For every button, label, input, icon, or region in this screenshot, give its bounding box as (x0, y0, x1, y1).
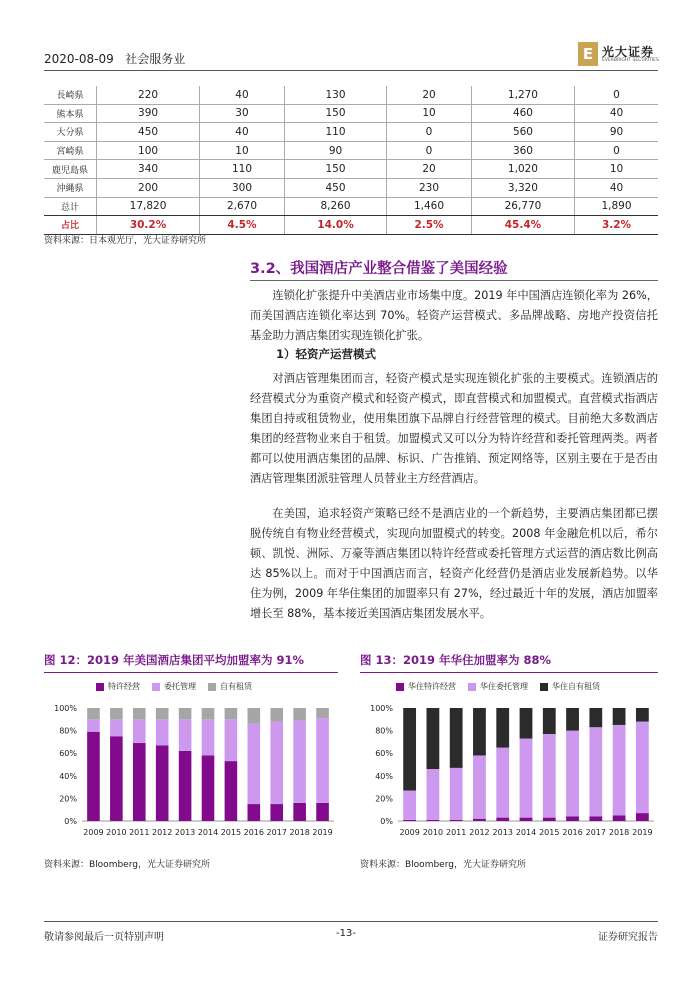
row-label: 大分県 (44, 123, 97, 142)
table-cell: 90 (284, 141, 386, 160)
row-label: 占比 (44, 216, 97, 235)
bar-segment (110, 708, 123, 719)
row-label: 宮崎県 (44, 141, 97, 160)
header-divider (44, 70, 658, 71)
bar-segment (179, 719, 192, 751)
figure-12-legend (96, 681, 264, 692)
legend-item (468, 682, 528, 691)
table-cell: 1,890 (575, 197, 659, 216)
bar-segment (293, 720, 306, 802)
bar-segment (543, 708, 556, 734)
x-tick-label: 2012 (152, 828, 173, 837)
y-tick-label: 80% (59, 726, 77, 736)
table-cell: 10 (387, 104, 472, 123)
bar-segment (520, 739, 533, 818)
table-cell: 20 (387, 160, 472, 179)
table-cell: 17,820 (97, 197, 200, 216)
legend-swatch (396, 683, 404, 691)
bar-segment (87, 732, 100, 821)
bar-segment (293, 708, 306, 720)
bar-segment (225, 719, 238, 761)
figure-12-source: 资料来源：Bloomberg，光大证券研究所 (44, 860, 210, 870)
y-tick-label: 0% (64, 817, 77, 826)
bar-segment (316, 803, 329, 821)
y-tick-label: 60% (59, 749, 77, 759)
table-cell: 40 (575, 178, 659, 197)
table-cell: 45.4% (471, 216, 574, 235)
table-cell: 30 (200, 104, 285, 123)
legend-label: 华住自有租赁 (552, 682, 600, 691)
industry-name: 社会服务业 (125, 52, 186, 66)
table-cell: 1,270 (471, 86, 574, 104)
table-cell: 450 (284, 178, 386, 197)
table-cell: 3.2% (575, 216, 659, 235)
legend-label: 华住委托管理 (480, 682, 528, 691)
x-tick-label: 2010 (422, 828, 444, 837)
x-tick-label: 2013 (174, 828, 196, 837)
bar-segment (270, 804, 283, 821)
table-cell: 90 (575, 123, 659, 142)
bar-segment (225, 761, 238, 821)
legend-item (540, 682, 600, 691)
table-cell: 0 (387, 123, 472, 142)
table-cell: 130 (284, 86, 386, 104)
prefecture-table (44, 86, 658, 235)
bar-segment (473, 708, 486, 755)
bar-segment (248, 804, 261, 821)
table-cell: 30.2% (97, 216, 200, 235)
bar-segment (543, 734, 556, 818)
y-tick-label: 20% (375, 794, 393, 804)
x-tick-label: 2014 (197, 828, 219, 837)
table-cell: 300 (200, 178, 285, 197)
x-tick-label: 2015 (539, 828, 560, 837)
y-tick-label: 40% (59, 771, 77, 781)
table-cell: 150 (284, 160, 386, 179)
bar-segment (636, 708, 649, 722)
subsection-heading: 1）轻资产运营模式 (276, 347, 377, 361)
figure-13-title: 图 13：2019 年华住加盟率为 88% (360, 653, 552, 667)
bar-segment (450, 708, 463, 768)
bar-segment (403, 708, 416, 790)
figure-13-rule (360, 672, 658, 673)
bar-segment (87, 719, 100, 731)
x-tick-label: 2016 (562, 828, 583, 837)
report-date: 2020-08-09 (44, 52, 114, 66)
table-cell: 110 (200, 160, 285, 179)
bar-segment (636, 813, 649, 821)
x-tick-label: 2017 (585, 828, 606, 837)
bar-segment (179, 708, 192, 719)
bar-segment (110, 736, 123, 821)
bar-segment (450, 820, 463, 821)
paragraph-2: 对酒店管理集团而言，轻资产模式是实现连锁化扩张的主要模式。连锁酒店的经营模式分为重资产模式和轻资产模式，即直营模式和加盟模式。直营模式指酒店集团自持或租赁物业，使用集团旗下品牌自行经营管理的模式。目前绝大多数酒店集团的经营物业来自于租赁。加盟模式又可以分为特许经营和委托管理两类。两者都可以使用酒店集团的品牌、标识、广告推销、预定网络等，区别主要在于是否由酒店管理集团派驻管理人员替业主方经营酒店。 (250, 372, 658, 485)
bar-segment (202, 719, 215, 755)
legend-item (96, 682, 140, 691)
x-tick-label: 2016 (243, 828, 264, 837)
legend-swatch (208, 683, 216, 691)
paragraph-3: 在美国，追求轻资产策略已经不是酒店业的一个新趋势，主要酒店集团都已摆脱传统自有物业经营模式，实现向加盟模式的转变。2008 年金融危机以后，希尔顿、凯悦、洲际、万豪等酒店集团以特许经营或委托管理方式运营的酒店数比例高达 85%以上。而对于中国酒店而言，轻资产化经营仍是酒店业发展新趋势。以华住为例，2009 年华住集团的加盟率只有 27%，经过最近十年的发展，酒店加盟率增长至 88%，基本接近美国酒店集团发展水平。 (250, 507, 658, 620)
table-cell: 40 (575, 104, 659, 123)
x-tick-label: 2009 (399, 828, 420, 837)
bar-segment (293, 803, 306, 821)
bar-segment (133, 743, 146, 821)
bar-segment (316, 718, 329, 803)
bar-segment (133, 719, 146, 743)
legend-item (152, 682, 196, 691)
bar-segment (133, 708, 146, 719)
x-tick-label: 2015 (220, 828, 242, 837)
table-cell: 40 (200, 123, 285, 142)
y-tick-label: 100% (370, 704, 393, 713)
legend-label: 华住特许经营 (408, 682, 456, 691)
table-source: 资料来源：日本观光厅，光大证券研究所 (44, 236, 207, 246)
bar-segment (110, 719, 123, 736)
table-row (44, 86, 658, 104)
footer-doc-type: 证券研究报告 (598, 932, 658, 943)
table-cell: 150 (284, 104, 386, 123)
footer-divider (44, 921, 658, 922)
bar-segment (589, 708, 602, 727)
table-cell: 390 (97, 104, 200, 123)
y-tick-label: 100% (54, 704, 77, 713)
row-label: 長崎県 (44, 86, 97, 104)
logo-mark: E (578, 42, 598, 66)
bar-segment (566, 708, 579, 731)
row-label: 沖縄県 (44, 178, 97, 197)
bar-segment (248, 724, 261, 804)
table-cell: 200 (97, 178, 200, 197)
page-number: -13- (336, 928, 356, 939)
table-cell: 2.5% (387, 216, 472, 235)
bar-segment (473, 819, 486, 821)
bar-segment (613, 725, 626, 815)
everbright-logo (578, 42, 660, 66)
table-cell: 0 (575, 86, 659, 104)
x-tick-label: 2013 (492, 828, 513, 837)
figure-13-chart (360, 700, 658, 845)
y-tick-label: 40% (375, 771, 393, 781)
legend-item (396, 682, 456, 691)
table-row (44, 160, 658, 179)
table-row (44, 104, 658, 123)
bar-segment (270, 722, 283, 804)
bar-segment (202, 755, 215, 821)
row-label: 鹿児島県 (44, 160, 97, 179)
x-tick-label: 2012 (469, 828, 490, 837)
bar-segment (520, 708, 533, 739)
x-tick-label: 2011 (129, 828, 150, 837)
report-date-and-industry (44, 50, 185, 67)
bar-segment (496, 708, 509, 748)
bar-segment (270, 708, 283, 722)
table-row (44, 178, 658, 197)
bar-segment (566, 731, 579, 817)
table-cell: 0 (387, 141, 472, 160)
bar-segment (566, 816, 579, 821)
footer-disclaimer: 敬请参阅最后一页特别声明 (44, 932, 164, 943)
row-label: 熊本県 (44, 104, 97, 123)
legend-swatch (468, 683, 476, 691)
legend-label: 委托管理 (164, 682, 196, 691)
table-cell: 450 (97, 123, 200, 142)
table-cell: 560 (471, 123, 574, 142)
paragraph-1: 连锁化扩张提升中美酒店业市场集中度。2019 年中国酒店连锁化率为 26%，而美国酒店连锁化率达到 70%。轻资产运营模式、多品牌战略、房地产投资信托基金助力酒店集团实现连锁化扩张。 (250, 289, 658, 342)
bar-segment (202, 708, 215, 719)
x-tick-label: 2011 (446, 828, 467, 837)
x-tick-label: 2018 (608, 828, 630, 837)
bar-segment (403, 790, 416, 819)
bar-segment (496, 818, 509, 821)
table-cell: 0 (575, 141, 659, 160)
bar-segment (589, 816, 602, 821)
bar-segment (589, 727, 602, 816)
table-cell: 360 (471, 141, 574, 160)
bar-segment (636, 722, 649, 814)
bar-segment (473, 755, 486, 818)
table-row (44, 123, 658, 142)
table-cell: 40 (200, 86, 285, 104)
table-cell: 10 (575, 160, 659, 179)
table-cell: 10 (200, 141, 285, 160)
logo-en-text: EVERBRIGHT SECURITIES (602, 58, 659, 63)
table-cell: 8,260 (284, 197, 386, 216)
table-row (44, 141, 658, 160)
bar-segment (156, 719, 169, 745)
legend-item (208, 682, 252, 691)
figure-12-title: 图 12：2019 年美国酒店集团平均加盟率为 91% (44, 653, 305, 667)
y-tick-label: 60% (375, 749, 393, 759)
legend-label: 特许经营 (108, 682, 140, 691)
bar-segment (156, 745, 169, 821)
bar-segment (156, 708, 169, 719)
table-cell: 3,320 (471, 178, 574, 197)
figure-13-legend (396, 681, 612, 692)
table-cell: 1,460 (387, 197, 472, 216)
bar-segment (613, 815, 626, 821)
x-tick-label: 2019 (312, 828, 333, 837)
table-cell: 2,670 (200, 197, 285, 216)
bar-segment (427, 708, 440, 769)
figure-12-chart (44, 700, 338, 845)
legend-label: 自有租赁 (220, 682, 252, 691)
bar-segment (316, 708, 329, 718)
y-tick-label: 0% (380, 817, 393, 826)
bar-segment (225, 708, 238, 719)
logo-cn-text: 光大证券 (602, 45, 655, 59)
table-cell: 460 (471, 104, 574, 123)
x-tick-label: 2018 (289, 828, 310, 837)
table-cell: 340 (97, 160, 200, 179)
figure-13-source: 资料来源：Bloomberg，光大证券研究所 (360, 860, 526, 870)
bar-segment (496, 748, 509, 818)
section-divider (250, 280, 658, 281)
legend-swatch (540, 683, 548, 691)
bar-segment (613, 708, 626, 725)
x-tick-label: 2017 (266, 828, 287, 837)
bar-segment (520, 818, 533, 821)
bar-segment (450, 768, 463, 820)
table-cell: 20 (387, 86, 472, 104)
bar-segment (87, 708, 100, 719)
legend-swatch (152, 683, 160, 691)
bar-segment (543, 818, 556, 821)
x-tick-label: 2014 (515, 828, 537, 837)
table-row (44, 216, 658, 235)
table-cell: 1,020 (471, 160, 574, 179)
y-tick-label: 20% (59, 794, 77, 804)
table-cell: 4.5% (200, 216, 285, 235)
x-tick-label: 2010 (106, 828, 127, 837)
table-cell: 110 (284, 123, 386, 142)
x-tick-label: 2019 (632, 828, 653, 837)
bar-segment (427, 820, 440, 821)
legend-swatch (96, 683, 104, 691)
bar-segment (179, 751, 192, 821)
figure-12-rule (44, 672, 338, 673)
row-label: 总计 (44, 197, 97, 216)
section-title: 3.2、我国酒店产业整合借鉴了美国经验 (250, 261, 508, 277)
table-row (44, 197, 658, 216)
x-tick-label: 2009 (83, 828, 104, 837)
table-cell: 100 (97, 141, 200, 160)
table-cell: 230 (387, 178, 472, 197)
bar-segment (248, 708, 261, 724)
table-cell: 220 (97, 86, 200, 104)
table-cell: 14.0% (284, 216, 386, 235)
bar-segment (403, 820, 416, 821)
y-tick-label: 80% (375, 726, 393, 736)
bar-segment (427, 769, 440, 820)
table-cell: 26,770 (471, 197, 574, 216)
